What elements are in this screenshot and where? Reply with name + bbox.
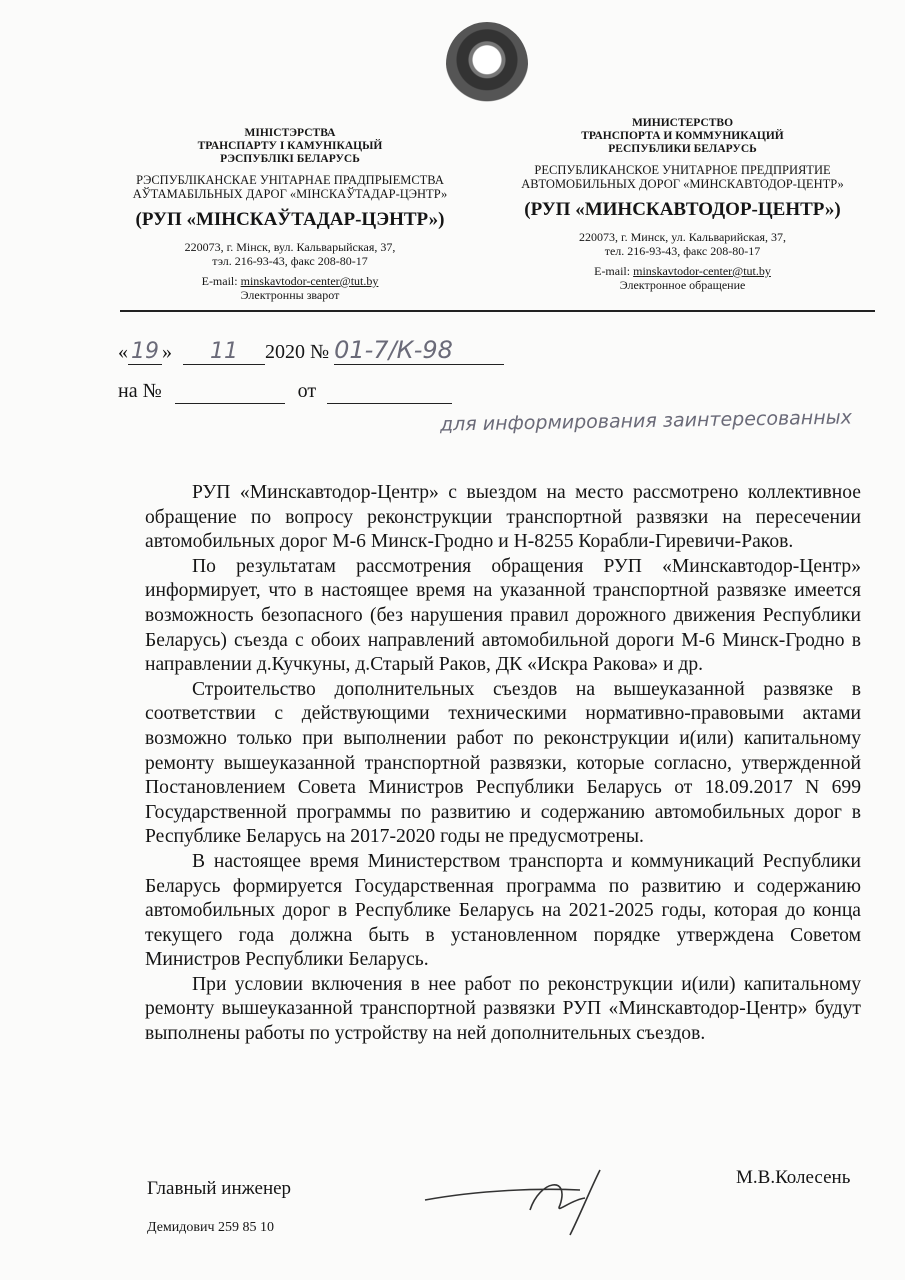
- signer-position: Главный инженер: [147, 1178, 292, 1199]
- note-line: Электронны зварот: [240, 287, 340, 302]
- handwritten-annotation: для информирования заинтересованных: [439, 406, 853, 436]
- address-line: 220073, г. Минск, ул. Кальварийская, 37,: [579, 230, 786, 245]
- org-short-name-be: (РУП «МІНСКАЎТАДАР-ЦЭНТР»): [135, 209, 445, 231]
- email-link[interactable]: minskavtodor-center@tut.by: [633, 263, 771, 278]
- ministry-line: РЭСПУБЛІКІ БЕЛАРУСЬ: [220, 153, 360, 166]
- ministry-line: ТРАНСПАРТУ І КАМУНІКАЦЫЙ: [197, 140, 383, 153]
- note-line: Электронное обращение: [619, 277, 746, 292]
- org-line: РЕСПУБЛИКАНСКОЕ УНИТАРНОЕ ПРЕДПРИЯТИЕ: [534, 162, 831, 177]
- quote-open: «: [118, 341, 128, 363]
- address-line: 220073, г. Мінск, вул. Кальварыйская, 37,: [184, 240, 396, 255]
- ministry-name-be: [110, 127, 470, 167]
- quote-close: »: [162, 341, 172, 363]
- header-right: [495, 117, 870, 292]
- org-line: РЭСПУБЛІКАНСКАЕ УНІТАРНАЕ ПРАДПРЫЕМСТВА: [136, 172, 444, 187]
- letter-body: [145, 481, 861, 1047]
- ministry-name-ru: [495, 117, 870, 157]
- org-line: АВТОМОБИЛЬНЫХ ДОРОГ «МИНСКАВТОДОР-ЦЕНТР»: [521, 177, 844, 192]
- email-block-ru: [495, 265, 870, 293]
- ministry-line: МИНИСТЕРСТВО: [631, 117, 734, 129]
- body-paragraph: В настоящее время Министерством транспорта и коммуникаций Республики Беларусь формируется Государственная программа по развитию и содержанию автомобильных дорог в Республике Беларусь на 2021-2025 годы, которая до конца текущего года должна быть в установленном порядке утверждена Советом Министров Республики Беларусь.: [145, 850, 861, 971]
- header-divider: [120, 310, 875, 312]
- state-emblem: [446, 22, 528, 106]
- address-ru: [495, 231, 870, 259]
- signer-name: М.В.Колесень: [736, 1167, 851, 1188]
- executor-contact: Демидович 259 85 10: [147, 1220, 275, 1235]
- document-number: 01-7/К-98: [334, 336, 504, 365]
- email-link[interactable]: minskavtodor-center@tut.by: [240, 273, 379, 288]
- date-day: 19: [128, 339, 162, 365]
- document-date-number: [118, 336, 504, 365]
- org-line: АЎТАМАБІЛЬНЫХ ДАРОГ «МІНСКАЎТАДАР-ЦЭНТР»: [132, 187, 448, 202]
- date-month: 11: [183, 339, 265, 365]
- address-be: [110, 241, 470, 269]
- from-label: от: [297, 380, 317, 402]
- ministry-line: РЕСПУБЛИКИ БЕЛАРУСЬ: [608, 143, 757, 156]
- phone-line: тел. 216-93-43, факс 208-80-17: [604, 244, 761, 259]
- body-paragraph: При условии включения в нее работ по реконструкции и(или) капитальному ремонту вышеуказанной транспортной развязки РУП «Минскавтодор-Центр» будут выполнены работы по устройству на ней дополнительных съездов.: [145, 973, 861, 1045]
- body-paragraph: По результатам рассмотрения обращения РУП «Минскавтодор-Центр» информирует, что в настоящее время на указанной транспортной развязке имеется возможность безопасного (без нарушения правил дорожного движения Республики Беларусь) съезда с обоих направлений автомобильной дороги М-6 Минск-Гродно в направлении д.Кучкуны, д.Старый Раков, ДК «Искра Ракова» и др.: [145, 555, 861, 676]
- date-year: 2020 №: [265, 341, 330, 363]
- email-label: E-mail:: [201, 273, 241, 288]
- email-label: E-mail:: [594, 263, 634, 278]
- ministry-line: ТРАНСПОРТА И КОММУНИКАЦИЙ: [581, 130, 784, 143]
- reply-reference: [118, 380, 452, 404]
- reply-label: на №: [118, 380, 162, 402]
- phone-line: тэл. 216-93-43, факс 208-80-17: [212, 254, 368, 269]
- org-short-name-ru: (РУП «МИНСКАВТОДОР-ЦЕНТР»): [524, 199, 841, 221]
- email-block-be: [110, 275, 470, 303]
- handwritten-signature: [420, 1160, 660, 1240]
- body-paragraph: РУП «Минскавтодор-Центр» с выездом на место рассмотрено коллективное обращение по вопросу реконструкции транспортной развязки на пересечении автомобильных дорог М-6 Минск-Гродно и Н-8255 Корабли-Гиревичи-Раков.: [145, 482, 861, 553]
- org-name-ru: [495, 163, 870, 192]
- header-left: [110, 127, 470, 302]
- org-name-be: [110, 173, 470, 202]
- body-paragraph: Строительство дополнительных съездов на вышеуказанной развязке в соответствии с действующими техническими нормативно-правовыми актами возможно только при выполнении работ по реконструкции и(или) капитальному ремонту вышеуказанной транспортной развязки, которые согласно, утвержденной Постановлением Совета Министров Республики Беларусь от 18.09.2017 N 699 Государственной программы по развитию и содержанию автомобильных дорог в Республике Беларусь на 2017-2020 годы не предусмотрены.: [145, 678, 861, 848]
- ministry-line: МІНІСТЭРСТВА: [244, 127, 336, 139]
